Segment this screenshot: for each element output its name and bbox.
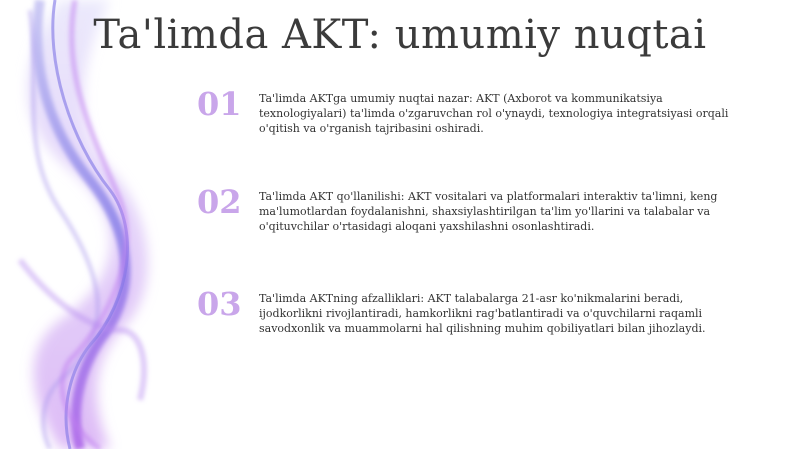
slide-title: Ta'limda AKT: umumiy nuqtai <box>93 12 707 58</box>
purple-smoke-decoration <box>0 0 170 449</box>
item-number: 02 <box>197 183 242 221</box>
item-text: Ta'limda AKT qo'llanilishi: AKT vositalari va platformalari interaktiv ta'limni, keng ma'lumotlardan foydalanishni, shaxsiylashtirilgan ta'lim yo'llarini va talabalar va o'qituvchilar o'rtasidagi aloqani yaxshilashni osonlashtiradi. <box>259 190 718 233</box>
item-text: Ta'limda AKTga umumiy nuqtai nazar: AKT (Axborot va kommunikatsiya texnologiyalari) ta'limda o'zgaruvchan rol o'ynaydi, texnologiya integratsiyasi orqali o'qitish va o'rganish tajribasini oshiradi. <box>259 92 729 135</box>
item-number: 03 <box>197 285 242 323</box>
item-number: 01 <box>197 85 242 123</box>
item-text: Ta'limda AKTning afzalliklari: AKT talabalarga 21-asr ko'nikmalarini beradi, ijodkorlikni rivojlantiradi, hamkorlikni rag'batlantiradi va o'quvchilarni raqamli savodxonlik va muammolarni hal qilishning muhim qobiliyatlari bilan jihozlaydi. <box>259 292 706 335</box>
